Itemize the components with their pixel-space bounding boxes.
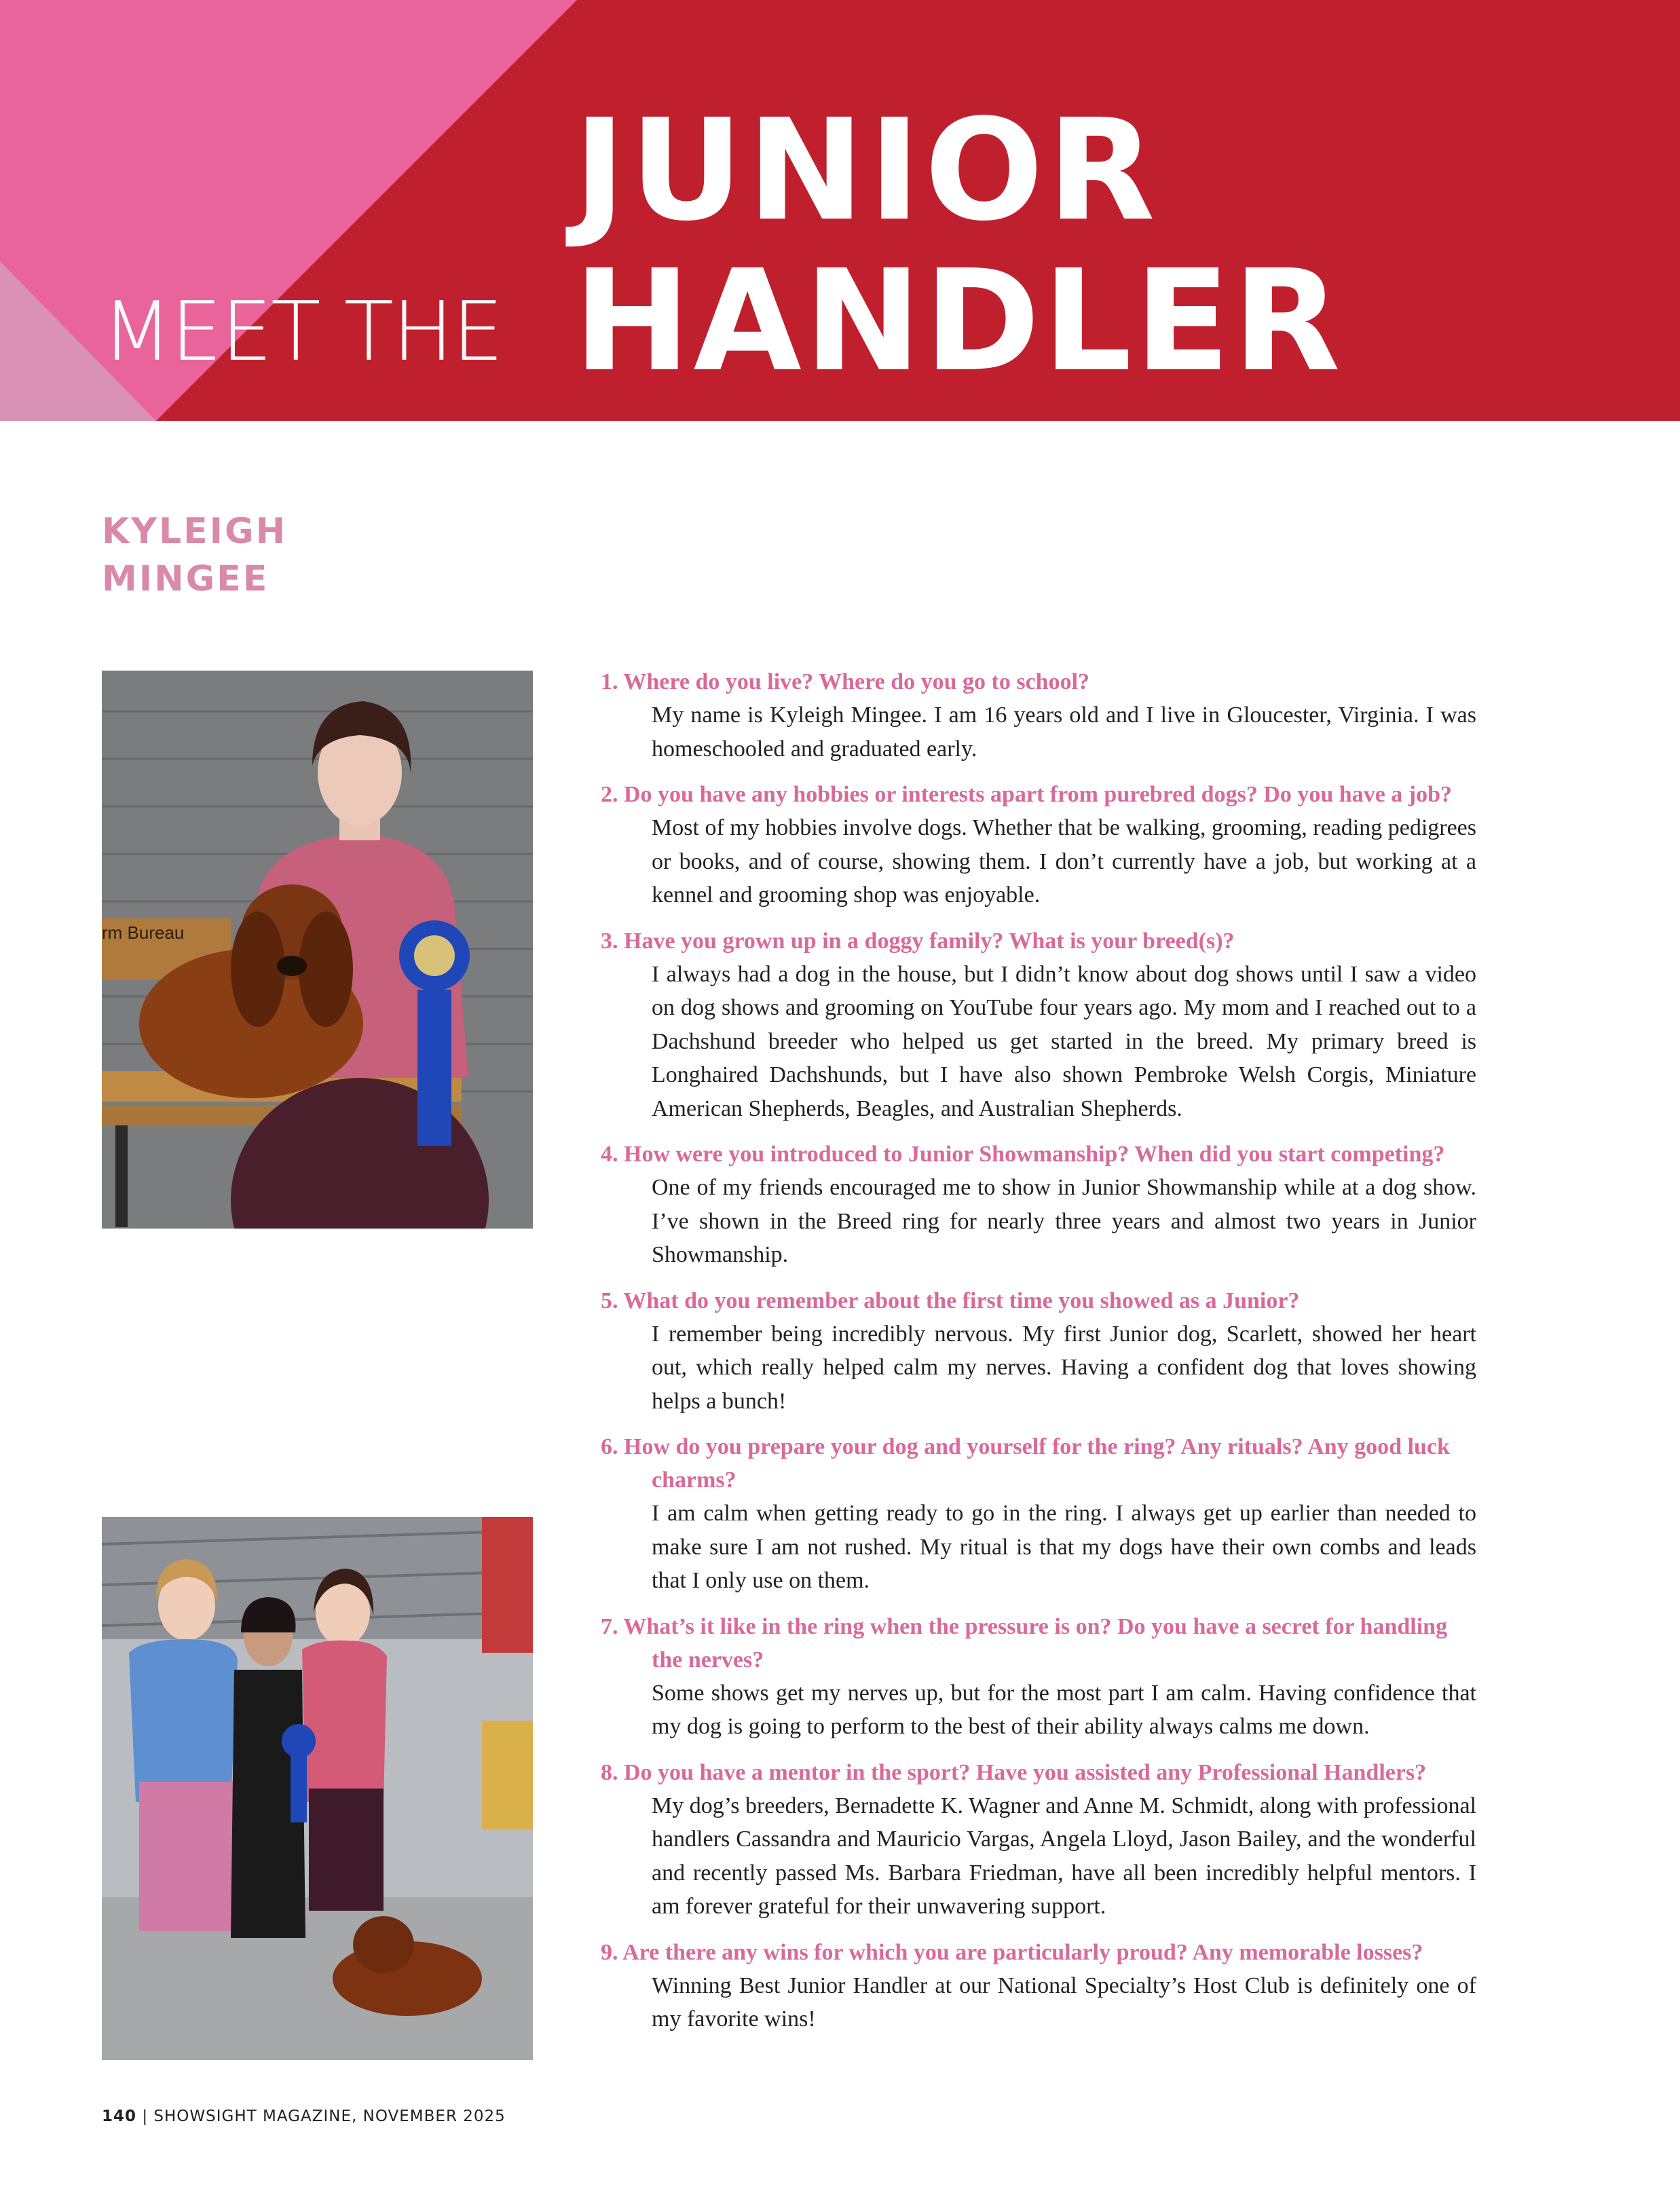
answer-1: My name is Kyleigh Mingee. I am 16 years old and I live in Gloucester, Virginia. I was homeschooled and graduated early. [652, 703, 1476, 762]
header-banner [0, 0, 1680, 421]
answer-5: I remember being incredibly nervous. My first Junior dog, Scarlett, showed her heart out, which really helped calm my nerves. Having a confident dog that loves showing helps a bunch! [652, 1321, 1476, 1414]
footer-separator: | [142, 2108, 149, 2125]
photo-group-at-show [102, 1517, 533, 2060]
title-meet-the: MEET THE [102, 285, 502, 379]
answer-9: Winning Best Junior Handler at our National Specialty’s Host Club is definitely one of my favorite wins! [652, 1972, 1476, 2032]
answer-2: Most of my hobbies involve dogs. Whether that be walking, grooming, reading pedigrees or books, and of course, showing them. I don’t currently have a job, but working at a kennel and grooming shop was enjoyable. [652, 815, 1476, 908]
qa-item-1 [601, 665, 1476, 766]
photo-handler-with-dachshund [102, 671, 533, 1229]
qa-item-5 [601, 1284, 1476, 1419]
bench-sign-text: rm Bureau [102, 922, 185, 943]
question-4: 4. How were you introduced to Junior Showmanship? When did you start competing? [601, 1142, 1445, 1167]
question-7: 7. What’s it like in the ring when the pressure is on? Do you have a secret for handling the nerves? [601, 1613, 1448, 1672]
answer-3: I always had a dog in the house, but I didn’t know about dog shows until I saw a video on dog shows and grooming on YouTube four years ago. My mom and I reached out to a Dachshund breeder who helped us get started in the breed. My primary breed is Longhaired Dachshunds, but I have also shown Pembroke Welsh Corgis, Miniature American Shepherds, Beagles, and Australian Shepherds. [652, 961, 1476, 1121]
last-name: MINGEE [102, 559, 269, 599]
publication-info: SHOWSIGHT MAGAZINE, NOVEMBER 2025 [153, 2108, 506, 2125]
question-5: 5. What do you remember about the first time you showed as a Junior? [601, 1288, 1300, 1313]
page-footer [102, 2108, 506, 2125]
qa-item-6 [601, 1430, 1476, 1598]
question-9: 9. Are there any wins for which you are particularly proud? Any memorable losses? [601, 1939, 1423, 1965]
qa-section [601, 665, 1476, 2048]
qa-item-9 [601, 1936, 1476, 2036]
question-1: 1. Where do you live? Where do you go to school? [601, 669, 1090, 694]
qa-item-4 [601, 1138, 1476, 1272]
qa-item-2 [601, 778, 1476, 912]
qa-item-7 [601, 1610, 1476, 1744]
qa-item-8 [601, 1756, 1476, 1924]
answer-7: Some shows get my nerves up, but for the most part I am calm. Having confidence that my dog is going to perform to the best of their ability always calms me down. [652, 1680, 1476, 1739]
question-2: 2. Do you have any hobbies or interests apart from purebred dogs? Do you have a job? [601, 782, 1453, 807]
question-6: 6. How do you prepare your dog and yourself for the ring? Any rituals? Any good luck charms? [601, 1434, 1450, 1493]
answer-8: My dog’s breeders, Bernadette K. Wagner and Anne M. Schmidt, along with professional handlers Cassandra and Mauricio Vargas, Angela Lloyd, Jason Bailey, and the wonderful and recently passed Ms. Barbara Friedman, have all been incredibly helpful mentors. I am forever grateful for their unwavering support. [652, 1793, 1476, 1919]
title-junior: JUNIOR [574, 89, 1159, 252]
question-8: 8. Do you have a mentor in the sport? Have you assisted any Professional Handlers? [601, 1759, 1427, 1785]
qa-item-3 [601, 924, 1476, 1126]
page-number: 140 [102, 2108, 137, 2125]
answer-4: One of my friends encouraged me to show in Junior Showmanship while at a dog show. I’ve shown in the Breed ring for nearly three years and almost two years in Junior Showmanship. [652, 1175, 1476, 1267]
first-name: KYLEIGH [102, 511, 288, 552]
question-3: 3. Have you grown up in a doggy family? What is your breed(s)? [601, 928, 1235, 954]
handler-name [102, 508, 287, 603]
title-handler: HANDLER [574, 240, 1343, 403]
answer-6: I am calm when getting ready to go in the ring. I always get up earlier than needed to make sure I am not rushed. My ritual is that my dogs have their own combs and leads that I only use on them. [652, 1501, 1476, 1593]
